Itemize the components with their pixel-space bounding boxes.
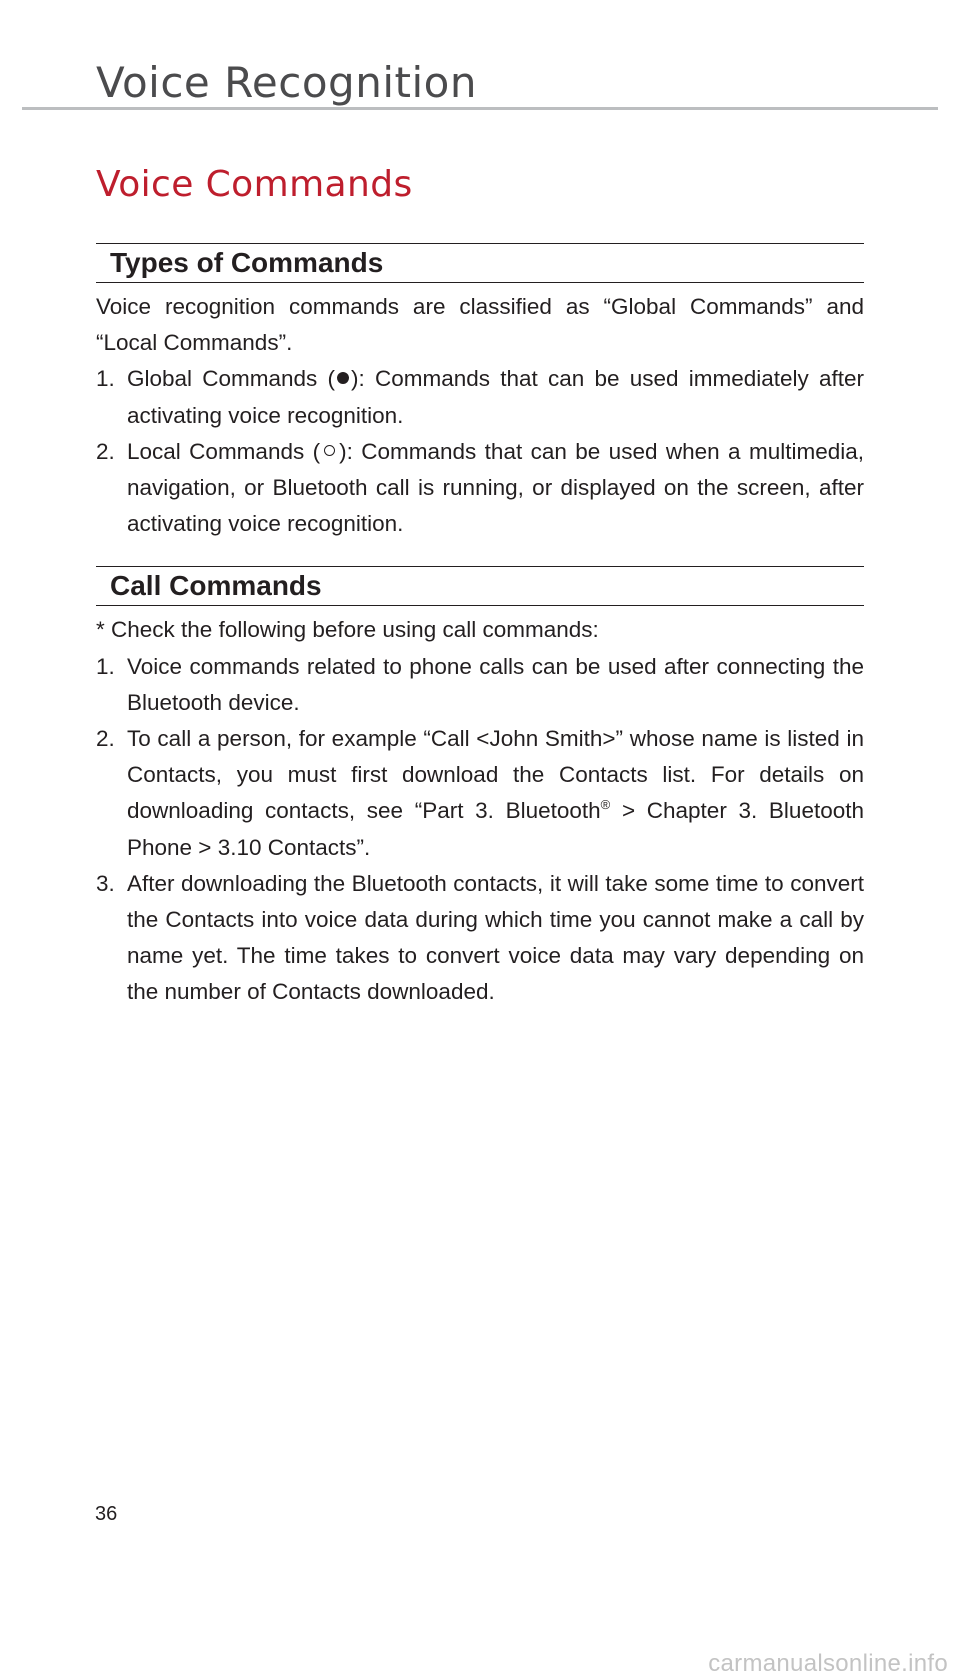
list-number: 1. xyxy=(96,653,115,679)
call-commands-section xyxy=(96,566,864,1010)
item-text: Local Commands ( xyxy=(127,438,321,464)
types-intro: Voice recognition commands are classified as “Global Commands” and “Local Commands”. xyxy=(96,294,864,356)
filled-circle-icon xyxy=(337,372,349,384)
call-commands-list xyxy=(96,649,864,1011)
types-of-commands-section xyxy=(96,243,864,542)
item-text: To call a person, for example “Call <John Smith>” whose name is listed in Contacts, you must first download the Contacts list. For details on downloading contacts, see “Part 3. Bluetooth xyxy=(127,726,864,824)
types-list xyxy=(96,361,864,542)
item-text: Global Commands ( xyxy=(127,366,336,392)
item-text: Voice commands related to phone calls can be used after connecting the Bluetooth device. xyxy=(127,653,864,715)
list-number: 1. xyxy=(96,366,115,392)
item-text: > Chapter 3. Bluetooth Phone > 3.10 Contacts”. xyxy=(127,798,865,860)
chapter-title: Voice Recognition xyxy=(96,58,477,107)
call-commands-heading: Call Commands xyxy=(96,566,864,606)
list-item xyxy=(96,721,864,866)
chapter-divider xyxy=(22,107,938,110)
list-item xyxy=(96,649,864,721)
list-item xyxy=(96,866,864,1011)
list-number: 2. xyxy=(96,726,115,752)
page-number: 36 xyxy=(95,1503,118,1525)
list-item xyxy=(96,434,864,543)
item-text: ): Commands that can be used when a multimedia, navigation, or Bluetooth call is running, or displayed on the screen, after activating voice recognition. xyxy=(127,438,864,537)
item-text: ): Commands that can be used immediately after activating voice recognition. xyxy=(127,366,864,428)
list-item xyxy=(96,361,864,433)
section-title: Voice Commands xyxy=(96,164,413,205)
watermark: carmanualsonline.info xyxy=(708,1650,948,1677)
list-number: 3. xyxy=(96,870,115,896)
list-number: 2. xyxy=(96,438,115,464)
open-circle-icon xyxy=(324,445,335,456)
main-content xyxy=(96,243,864,1011)
types-of-commands-heading: Types of Commands xyxy=(96,243,864,283)
registered-mark: ® xyxy=(600,797,611,813)
item-text: After downloading the Bluetooth contacts, it will take some time to convert the Contacts into voice data during which time you cannot make a call by name yet. The time takes to convert voice data may vary depending on the number of Contacts downloaded. xyxy=(127,870,864,1005)
call-commands-note: * Check the following before using call commands: xyxy=(96,617,599,643)
